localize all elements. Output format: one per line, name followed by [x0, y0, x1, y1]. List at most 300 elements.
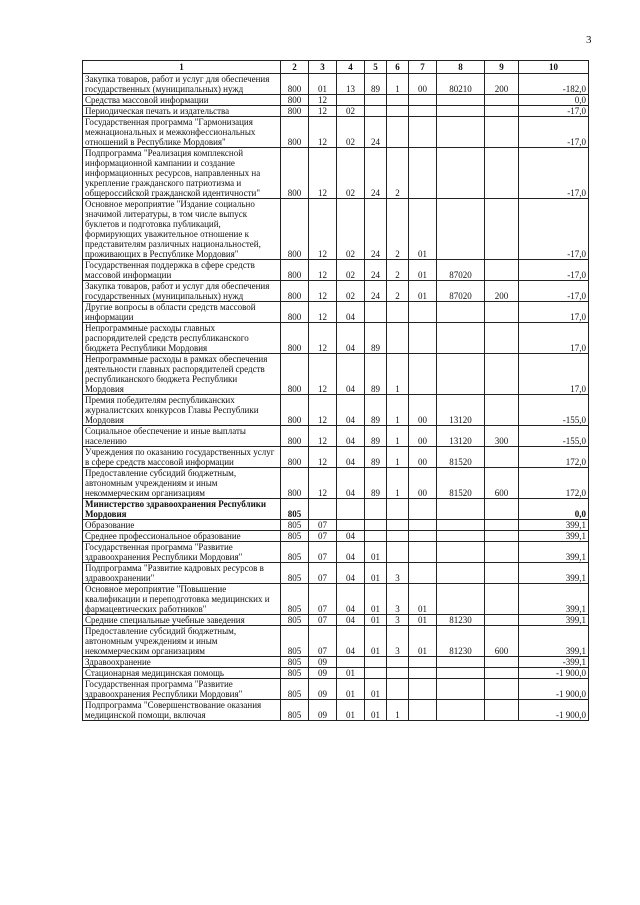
code-cell: 600: [485, 468, 519, 499]
code-cell: 04: [337, 354, 365, 395]
code-cell: 805: [281, 700, 309, 721]
table-row: [83, 679, 589, 700]
code-cell: 12: [309, 148, 337, 199]
column-header: 4: [337, 61, 365, 74]
code-cell: 02: [337, 199, 365, 260]
code-cell: [309, 499, 337, 520]
code-cell: 02: [337, 148, 365, 199]
code-cell: [437, 700, 485, 721]
code-cell: 805: [281, 615, 309, 626]
code-cell: 07: [309, 520, 337, 531]
code-cell: 01: [409, 615, 437, 626]
code-cell: 04: [337, 426, 365, 447]
code-cell: 07: [309, 615, 337, 626]
code-cell: 00: [409, 395, 437, 426]
code-cell: 02: [337, 117, 365, 148]
table-row: [83, 626, 589, 657]
code-cell: 04: [337, 447, 365, 468]
code-cell: 800: [281, 106, 309, 117]
amount-cell: -17,0: [519, 281, 589, 302]
code-cell: 01: [365, 679, 387, 700]
column-header: 7: [409, 61, 437, 74]
row-name-cell: Непрограммные расходы в рамках обеспечения деятельности главных распорядителей средств республиканского бюджета Республики Мордовия: [83, 354, 281, 395]
amount-cell: -182,0: [519, 74, 589, 95]
code-cell: 805: [281, 679, 309, 700]
page-number: 3: [586, 34, 592, 46]
budget-table: [82, 60, 589, 721]
code-cell: 1: [387, 395, 409, 426]
code-cell: [485, 106, 519, 117]
code-cell: 81230: [437, 615, 485, 626]
code-cell: 800: [281, 117, 309, 148]
amount-cell: 0,0: [519, 499, 589, 520]
row-name-cell: Закупка товаров, работ и услуг для обеспечения государственных (муниципальных) нужд: [83, 281, 281, 302]
code-cell: 04: [337, 626, 365, 657]
code-cell: 89: [365, 447, 387, 468]
column-header: 5: [365, 61, 387, 74]
row-name-cell: Среднее профессиональное образование: [83, 531, 281, 542]
code-cell: [387, 117, 409, 148]
code-cell: [365, 499, 387, 520]
amount-cell: -155,0: [519, 395, 589, 426]
code-cell: 13120: [437, 426, 485, 447]
code-cell: 1: [387, 354, 409, 395]
code-cell: [387, 668, 409, 679]
code-cell: 800: [281, 395, 309, 426]
code-cell: 12: [309, 468, 337, 499]
amount-cell: -17,0: [519, 148, 589, 199]
code-cell: 01: [409, 584, 437, 615]
code-cell: 805: [281, 542, 309, 563]
amount-cell: -1 900,0: [519, 668, 589, 679]
code-cell: 800: [281, 323, 309, 354]
code-cell: [485, 584, 519, 615]
code-cell: 24: [365, 260, 387, 281]
code-cell: [365, 531, 387, 542]
code-cell: 01: [337, 700, 365, 721]
code-cell: 800: [281, 281, 309, 302]
code-cell: 12: [309, 106, 337, 117]
table-body: [83, 74, 589, 721]
code-cell: [437, 117, 485, 148]
table-row: [83, 148, 589, 199]
code-cell: [485, 117, 519, 148]
amount-cell: 399,1: [519, 520, 589, 531]
code-cell: 01: [409, 626, 437, 657]
code-cell: 04: [337, 584, 365, 615]
code-cell: 04: [337, 615, 365, 626]
code-cell: 200: [485, 281, 519, 302]
code-cell: 12: [309, 354, 337, 395]
code-cell: 300: [485, 426, 519, 447]
code-cell: 2: [387, 281, 409, 302]
code-cell: 800: [281, 148, 309, 199]
code-cell: [409, 679, 437, 700]
code-cell: 02: [337, 106, 365, 117]
code-cell: 800: [281, 95, 309, 106]
code-cell: 01: [365, 563, 387, 584]
code-cell: 01: [365, 700, 387, 721]
table-row: [83, 281, 589, 302]
code-cell: [437, 499, 485, 520]
code-cell: 2: [387, 199, 409, 260]
amount-cell: -155,0: [519, 426, 589, 447]
code-cell: [437, 531, 485, 542]
code-cell: [409, 323, 437, 354]
code-cell: [409, 668, 437, 679]
column-header: 9: [485, 61, 519, 74]
table-row: [83, 531, 589, 542]
amount-cell: 399,1: [519, 626, 589, 657]
code-cell: 01: [365, 615, 387, 626]
code-cell: 12: [309, 260, 337, 281]
code-cell: [409, 302, 437, 323]
code-cell: [485, 260, 519, 281]
code-cell: 00: [409, 468, 437, 499]
code-cell: 04: [337, 468, 365, 499]
code-cell: [387, 302, 409, 323]
code-cell: 04: [337, 542, 365, 563]
code-cell: [485, 199, 519, 260]
code-cell: 09: [309, 679, 337, 700]
code-cell: 800: [281, 447, 309, 468]
code-cell: [337, 657, 365, 668]
row-name-cell: Подпрограмма "Развитие кадровых ресурсов в здравоохранении": [83, 563, 281, 584]
code-cell: 12: [309, 447, 337, 468]
amount-cell: -1 900,0: [519, 679, 589, 700]
code-cell: 13: [337, 74, 365, 95]
code-cell: 1: [387, 447, 409, 468]
table-row: [83, 395, 589, 426]
code-cell: 00: [409, 426, 437, 447]
code-cell: [437, 354, 485, 395]
row-name-cell: Министерство здравоохранения Республики Мордовия: [83, 499, 281, 520]
code-cell: [437, 584, 485, 615]
code-cell: 89: [365, 74, 387, 95]
table-row: [83, 468, 589, 499]
code-cell: 12: [309, 426, 337, 447]
table-row: [83, 302, 589, 323]
row-name-cell: Премия победителям республиканских журналистских конкурсов Главы Республики Мордовия: [83, 395, 281, 426]
table-row: [83, 426, 589, 447]
code-cell: 12: [309, 302, 337, 323]
code-cell: 89: [365, 354, 387, 395]
row-name-cell: Стационарная медицинская помощь: [83, 668, 281, 679]
code-cell: 01: [365, 626, 387, 657]
code-cell: [409, 499, 437, 520]
code-cell: 805: [281, 668, 309, 679]
code-cell: [485, 700, 519, 721]
column-header: 3: [309, 61, 337, 74]
code-cell: [387, 679, 409, 700]
code-cell: [387, 657, 409, 668]
code-cell: 89: [365, 426, 387, 447]
table-row: [83, 700, 589, 721]
code-cell: [409, 531, 437, 542]
code-cell: 87020: [437, 260, 485, 281]
amount-cell: -17,0: [519, 260, 589, 281]
row-name-cell: Средние специальные учебные заведения: [83, 615, 281, 626]
amount-cell: -17,0: [519, 199, 589, 260]
code-cell: [365, 106, 387, 117]
code-cell: [365, 520, 387, 531]
row-name-cell: Основное мероприятие "Издание социально значимой литературы, в том числе выпуск буклетов и подготовка публикаций, формирующих уважительное отношение к представителям различных национальностей, проживающих в Республике Мордовия": [83, 199, 281, 260]
row-name-cell: Основное мероприятие "Повышение квалификации и переподготовка медицинских и фармацевтических работников": [83, 584, 281, 615]
code-cell: [485, 95, 519, 106]
column-header: 2: [281, 61, 309, 74]
code-cell: [485, 563, 519, 584]
amount-cell: -399,1: [519, 657, 589, 668]
code-cell: [409, 657, 437, 668]
code-cell: [409, 106, 437, 117]
code-cell: 01: [365, 584, 387, 615]
code-cell: [437, 563, 485, 584]
code-cell: 800: [281, 74, 309, 95]
code-cell: [365, 302, 387, 323]
code-cell: 3: [387, 626, 409, 657]
row-name-cell: Государственная программа "Развитие здравоохранения Республики Мордовия": [83, 679, 281, 700]
code-cell: 07: [309, 542, 337, 563]
code-cell: 89: [365, 395, 387, 426]
column-header: 10: [519, 61, 589, 74]
code-cell: [437, 542, 485, 563]
code-cell: 04: [337, 302, 365, 323]
code-cell: 12: [309, 323, 337, 354]
column-header: 8: [437, 61, 485, 74]
code-cell: [485, 323, 519, 354]
row-name-cell: Закупка товаров, работ и услуг для обеспечения государственных (муниципальных) нужд: [83, 74, 281, 95]
table-row: [83, 95, 589, 106]
code-cell: [485, 395, 519, 426]
code-cell: [409, 148, 437, 199]
code-cell: [409, 117, 437, 148]
column-header: 1: [83, 61, 281, 74]
table-row: [83, 199, 589, 260]
row-name-cell: Учреждения по оказанию государственных услуг в сфере средств массовой информации: [83, 447, 281, 468]
code-cell: 12: [309, 117, 337, 148]
code-cell: 600: [485, 626, 519, 657]
column-header: 6: [387, 61, 409, 74]
table-row: [83, 447, 589, 468]
code-cell: [485, 542, 519, 563]
table-row: [83, 542, 589, 563]
code-cell: 1: [387, 74, 409, 95]
code-cell: 200: [485, 74, 519, 95]
code-cell: 01: [409, 281, 437, 302]
code-cell: 81520: [437, 468, 485, 499]
table-row: [83, 260, 589, 281]
code-cell: [485, 447, 519, 468]
code-cell: 87020: [437, 281, 485, 302]
code-cell: 805: [281, 499, 309, 520]
code-cell: [437, 148, 485, 199]
code-cell: 07: [309, 626, 337, 657]
amount-cell: 172,0: [519, 447, 589, 468]
code-cell: 1: [387, 700, 409, 721]
code-cell: [437, 668, 485, 679]
code-cell: 09: [309, 657, 337, 668]
amount-cell: -1 900,0: [519, 700, 589, 721]
code-cell: 00: [409, 74, 437, 95]
row-name-cell: Государственная поддержка в сфере средств массовой информации: [83, 260, 281, 281]
code-cell: [485, 302, 519, 323]
code-cell: 805: [281, 531, 309, 542]
code-cell: 02: [337, 281, 365, 302]
code-cell: [485, 668, 519, 679]
code-cell: 800: [281, 302, 309, 323]
code-cell: 81520: [437, 447, 485, 468]
table-row: [83, 117, 589, 148]
code-cell: 2: [387, 148, 409, 199]
amount-cell: 399,1: [519, 531, 589, 542]
row-name-cell: Периодическая печать и издательства: [83, 106, 281, 117]
code-cell: 12: [309, 95, 337, 106]
code-cell: 12: [309, 281, 337, 302]
amount-cell: 17,0: [519, 302, 589, 323]
code-cell: 81230: [437, 626, 485, 657]
code-cell: 1: [387, 426, 409, 447]
code-cell: [437, 323, 485, 354]
table-row: [83, 499, 589, 520]
code-cell: [387, 323, 409, 354]
code-cell: 805: [281, 626, 309, 657]
code-cell: 800: [281, 426, 309, 447]
code-cell: [485, 679, 519, 700]
code-cell: 12: [309, 199, 337, 260]
code-cell: 07: [309, 563, 337, 584]
code-cell: 24: [365, 117, 387, 148]
amount-cell: -17,0: [519, 117, 589, 148]
row-name-cell: Средства массовой информации: [83, 95, 281, 106]
code-cell: [485, 354, 519, 395]
amount-cell: 172,0: [519, 468, 589, 499]
code-cell: 800: [281, 260, 309, 281]
code-cell: [437, 657, 485, 668]
code-cell: [387, 95, 409, 106]
code-cell: [437, 520, 485, 531]
row-name-cell: Подпрограмма "Совершенствование оказания медицинской помощи, включая: [83, 700, 281, 721]
code-cell: [485, 520, 519, 531]
code-cell: 24: [365, 281, 387, 302]
code-cell: 09: [309, 668, 337, 679]
code-cell: 800: [281, 199, 309, 260]
code-cell: [365, 668, 387, 679]
code-cell: [409, 542, 437, 563]
amount-cell: 399,1: [519, 563, 589, 584]
amount-cell: 17,0: [519, 354, 589, 395]
code-cell: 89: [365, 468, 387, 499]
code-cell: [365, 95, 387, 106]
row-name-cell: Государственная программа "Гармонизация межнациональных и межконфессиональных отношений в Республике Мордовия": [83, 117, 281, 148]
code-cell: 07: [309, 584, 337, 615]
table-row: [83, 74, 589, 95]
amount-cell: 399,1: [519, 615, 589, 626]
row-name-cell: Образование: [83, 520, 281, 531]
code-cell: [409, 563, 437, 584]
row-name-cell: Государственная программа "Развитие здравоохранения Республики Мордовия": [83, 542, 281, 563]
code-cell: 01: [409, 199, 437, 260]
code-cell: 2: [387, 260, 409, 281]
code-cell: 3: [387, 615, 409, 626]
row-name-cell: Другие вопросы в области средств массовой информации: [83, 302, 281, 323]
code-cell: [409, 95, 437, 106]
code-cell: [365, 657, 387, 668]
code-cell: 07: [309, 531, 337, 542]
code-cell: 04: [337, 531, 365, 542]
code-cell: 3: [387, 563, 409, 584]
code-cell: 00: [409, 447, 437, 468]
code-cell: 805: [281, 520, 309, 531]
amount-cell: 399,1: [519, 584, 589, 615]
code-cell: [387, 106, 409, 117]
table-row: [83, 615, 589, 626]
table-row: [83, 563, 589, 584]
row-name-cell: Предоставление субсидий бюджетным, автономным учреждениям и иным некоммерческим организациям: [83, 468, 281, 499]
row-name-cell: Здравоохранение: [83, 657, 281, 668]
code-cell: [337, 95, 365, 106]
code-cell: [437, 199, 485, 260]
table-row: [83, 106, 589, 117]
code-cell: [409, 520, 437, 531]
code-cell: [437, 302, 485, 323]
code-cell: 04: [337, 395, 365, 426]
code-cell: [409, 700, 437, 721]
code-cell: 01: [309, 74, 337, 95]
code-cell: [437, 679, 485, 700]
code-cell: [485, 148, 519, 199]
code-cell: 01: [365, 542, 387, 563]
row-name-cell: Предоставление субсидий бюджетным, автономным учреждениям и иным некоммерческим организациям: [83, 626, 281, 657]
code-cell: 805: [281, 657, 309, 668]
code-cell: 3: [387, 584, 409, 615]
code-cell: [387, 520, 409, 531]
amount-cell: 0,0: [519, 95, 589, 106]
code-cell: 89: [365, 323, 387, 354]
code-cell: 01: [337, 668, 365, 679]
code-cell: [485, 531, 519, 542]
code-cell: [485, 657, 519, 668]
code-cell: [337, 499, 365, 520]
code-cell: 09: [309, 700, 337, 721]
code-cell: 01: [337, 679, 365, 700]
table-row: [83, 520, 589, 531]
code-cell: 04: [337, 323, 365, 354]
code-cell: [437, 106, 485, 117]
code-cell: [485, 499, 519, 520]
code-cell: 24: [365, 148, 387, 199]
code-cell: 13120: [437, 395, 485, 426]
code-cell: 04: [337, 563, 365, 584]
row-name-cell: Подпрограмма "Реализация комплексной информационной кампании и создание информационных ресурсов, направленных на укрепление гражданского патриотизма и общероссийской гражданской идентичности": [83, 148, 281, 199]
amount-cell: -17,0: [519, 106, 589, 117]
code-cell: [387, 499, 409, 520]
table-row: [83, 657, 589, 668]
table-row: [83, 584, 589, 615]
code-cell: 1: [387, 468, 409, 499]
row-name-cell: Непрограммные расходы главных распорядителей средств республиканского бюджета Республики Мордовия: [83, 323, 281, 354]
table-row: [83, 668, 589, 679]
code-cell: 800: [281, 354, 309, 395]
code-cell: [409, 354, 437, 395]
code-cell: [387, 531, 409, 542]
table-row: [83, 354, 589, 395]
code-cell: 805: [281, 563, 309, 584]
code-cell: [485, 615, 519, 626]
code-cell: 80210: [437, 74, 485, 95]
code-cell: [337, 520, 365, 531]
table-row: [83, 323, 589, 354]
code-cell: 805: [281, 584, 309, 615]
